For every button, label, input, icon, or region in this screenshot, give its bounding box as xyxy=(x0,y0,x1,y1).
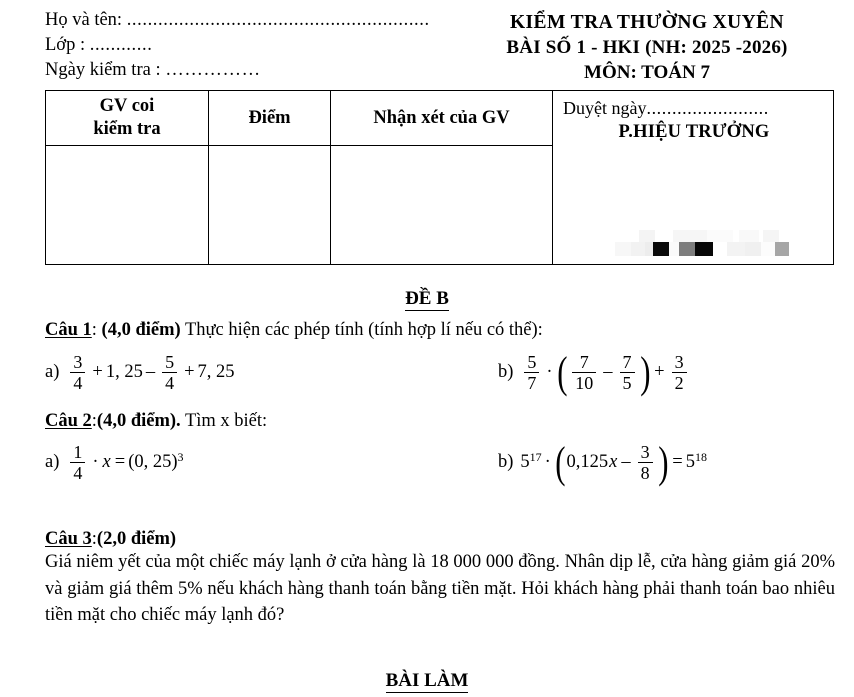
operator-multiply: · xyxy=(544,452,551,472)
question-3-label: Câu 3 xyxy=(45,529,92,549)
question-1-colon: : xyxy=(91,320,102,340)
answer-section-label: BÀI LÀM xyxy=(385,670,469,691)
term-1-25: 1, 25 xyxy=(105,362,143,382)
question-1-points: (4,0 điểm) xyxy=(101,320,181,340)
question-3-body: Giá niêm yết của một chiếc máy lạnh ở cửa hàng là 18 000 000 đồng. Nhân dịp lễ, cửa hàng giảm giá 20% và giảm giá thêm 5% nếu khách hàng thanh toán bằng tiền mặt. Hỏi khách hàng phải thanh toán bao nhiêu tiền mặt cho chiếc máy lạnh đó? xyxy=(45,552,835,625)
operator-plus: + xyxy=(92,362,103,382)
question-1b-expression xyxy=(498,347,691,397)
table-cell-comment xyxy=(331,146,552,264)
fraction-numerator: 7 xyxy=(579,352,589,372)
table-header-proctor xyxy=(46,91,208,146)
class-blank: ............ xyxy=(89,35,153,55)
table-column-proctor xyxy=(46,91,209,264)
variable-x: x xyxy=(609,452,618,472)
fraction-5-over-4 xyxy=(162,353,177,392)
paren-close: ) xyxy=(657,437,669,487)
fraction-denominator: 4 xyxy=(70,372,85,392)
approval-role-label: P.HIỆU TRƯỞNG xyxy=(618,122,770,142)
operator-minus: – xyxy=(621,452,631,472)
question-2-label: Câu 2 xyxy=(45,411,92,431)
question-1a-expression xyxy=(45,353,235,392)
question-1a-math xyxy=(66,353,234,392)
page-header xyxy=(45,8,834,85)
table-header-proctor-line-2: kiểm tra xyxy=(93,119,161,139)
exam-title-line-2: BÀI SỐ 1 - HKI (NH: 2025 -2026) xyxy=(506,37,788,58)
question-1-label: Câu 1 xyxy=(45,320,92,340)
fraction-7-over-10 xyxy=(572,353,596,392)
fraction-denominator: 8 xyxy=(638,462,653,482)
fraction-denominator: 7 xyxy=(524,372,539,392)
fraction-denominator: 10 xyxy=(572,372,596,392)
variable-x: x xyxy=(102,452,111,472)
paren-open: ( xyxy=(556,347,568,397)
exam-variant-label: ĐỀ B xyxy=(405,288,449,309)
operator-multiply: · xyxy=(92,452,99,472)
fraction-numerator: 5 xyxy=(165,352,175,372)
term-0-25-parens: (0, 25) xyxy=(128,452,178,472)
fraction-3-over-2 xyxy=(672,353,687,392)
fraction-numerator: 1 xyxy=(73,442,83,462)
question-1a-letter: a) xyxy=(45,362,60,382)
question-1b-math xyxy=(520,347,690,397)
question-1b-letter: b) xyxy=(498,362,514,382)
exam-date-blank: …………… xyxy=(165,60,261,80)
question-1-prompt: Thực hiện các phép tính (tính hợp lí nếu có thể): xyxy=(180,320,543,340)
question-2-points: (4,0 điểm). xyxy=(96,411,181,431)
fraction-numerator: 7 xyxy=(622,352,632,372)
fraction-denominator: 5 xyxy=(620,372,635,392)
question-1-heading xyxy=(45,318,835,342)
approval-block xyxy=(553,91,833,144)
question-2-prompt: Tìm x biết: xyxy=(180,411,268,431)
fraction-7-over-5 xyxy=(620,353,635,392)
table-header-score: Điểm xyxy=(209,91,330,146)
fraction-numerator: 3 xyxy=(640,442,650,462)
question-2b-expression xyxy=(498,437,707,487)
exam-variant-title xyxy=(0,288,854,310)
table-cell-proctor xyxy=(46,146,208,264)
question-2-colon: : xyxy=(91,411,97,431)
fraction-1-over-4 xyxy=(70,443,85,482)
question-2b-letter: b) xyxy=(498,452,514,472)
term-0-125: 0,125 xyxy=(566,452,609,472)
grading-table xyxy=(45,90,834,265)
paren-close: ) xyxy=(639,347,650,397)
question-2-heading xyxy=(45,409,835,433)
question-3-heading xyxy=(45,527,835,551)
table-column-score xyxy=(209,91,331,264)
exam-date-label: Ngày kiểm tra : xyxy=(45,60,166,80)
fraction-denominator: 4 xyxy=(162,372,177,392)
approval-date-blank: ........................ xyxy=(646,98,769,118)
operator-equals: = xyxy=(672,452,683,472)
base-5: 5 xyxy=(520,452,530,472)
student-info-fields xyxy=(45,8,460,83)
operator-multiply: · xyxy=(546,362,553,382)
question-2a-math: $\frac{1}{4}$ · x = (0, 25) 3 xyxy=(66,443,183,482)
fraction-3-over-4 xyxy=(70,353,85,392)
fraction-numerator: 3 xyxy=(674,352,684,372)
approval-date-label: Duyệt ngày xyxy=(563,98,647,118)
table-header-proctor-line-1: GV coi xyxy=(99,96,155,116)
table-column-approval xyxy=(553,91,833,264)
fraction-denominator: 2 xyxy=(672,372,687,392)
term-7-25: 7, 25 xyxy=(197,362,235,382)
question-2a-letter: a) xyxy=(45,452,60,472)
operator-plus: + xyxy=(654,362,665,382)
student-name-blank: .......................................................... xyxy=(126,10,430,30)
table-cell-score xyxy=(209,146,330,264)
question-2a-expression xyxy=(45,443,184,482)
student-name-label: Họ và tên: xyxy=(45,10,127,30)
operator-equals: = xyxy=(114,452,126,472)
operator-minus: – xyxy=(145,362,156,382)
table-column-comment xyxy=(331,91,553,264)
class-field xyxy=(45,33,460,58)
fraction-3-over-8 xyxy=(638,443,653,482)
question-3-colon: : xyxy=(91,529,97,549)
answer-section-heading xyxy=(0,670,854,692)
table-header-comment: Nhận xét của GV xyxy=(331,91,552,146)
fraction-denominator: 4 xyxy=(70,462,85,482)
question-2b-math: 5 17 · ( 0,125 x – $\frac{3}{8}$ ) = 5 18 xyxy=(520,437,707,487)
paren-open: ( xyxy=(555,437,566,487)
exam-date-field xyxy=(45,58,460,83)
result-base-5: 5 xyxy=(685,452,695,472)
question-3-points: (2,0 điểm) xyxy=(96,529,177,549)
fraction-numerator: 3 xyxy=(73,352,83,372)
approval-date-field xyxy=(563,97,825,120)
fraction-5-over-7 xyxy=(524,353,539,392)
redacted-signature xyxy=(615,228,780,256)
exam-title-line-3: MÔN: TOÁN 7 xyxy=(584,62,710,83)
fraction-numerator: 5 xyxy=(527,352,537,372)
exam-title-line-1: KIỂM TRA THƯỜNG XUYÊN xyxy=(509,12,785,33)
operator-plus: + xyxy=(184,362,195,382)
exam-title-block xyxy=(460,8,834,85)
class-label: Lớp : xyxy=(45,35,90,55)
operator-minus: – xyxy=(603,362,613,382)
student-name-field xyxy=(45,8,460,33)
